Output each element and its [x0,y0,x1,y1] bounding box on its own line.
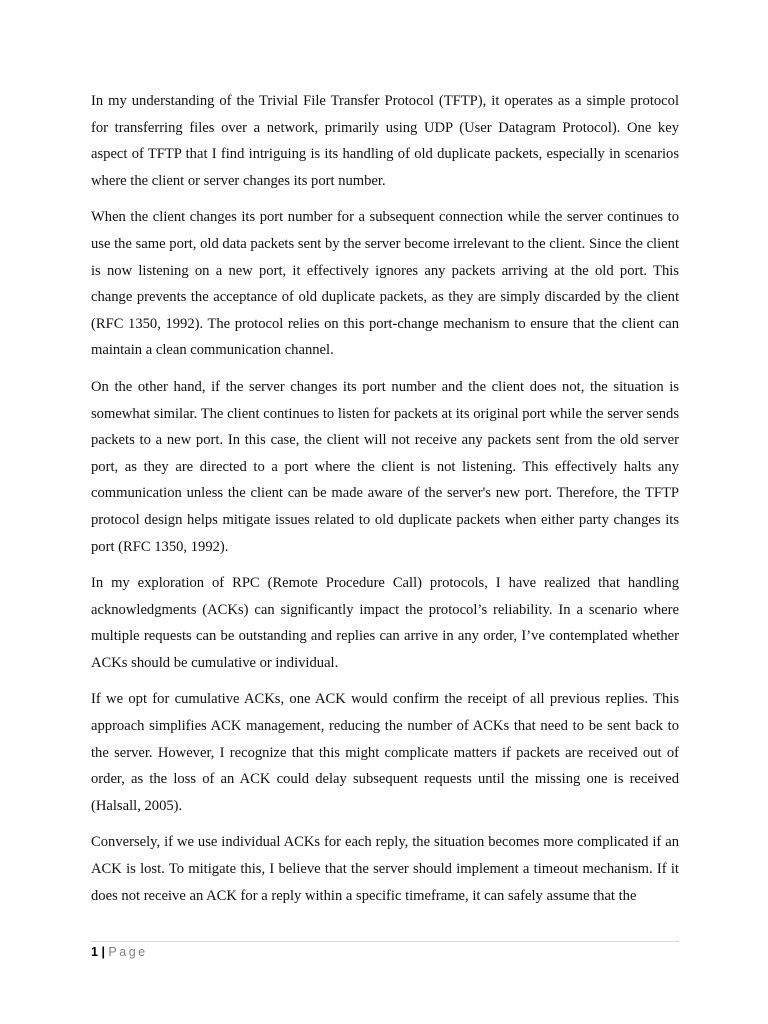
paragraph-1: In my understanding of the Trivial File Transfer Protocol (TFTP), it operates as a simple protocol for transferring files over a network, primarily using UDP (User Datagram Protocol). One key aspect of TFTP that I find intriguing is its handling of old duplicate packets, especially in scenarios where the client or server changes its port number. [91,93,679,189]
page-footer [91,944,148,960]
paragraph-5: If we opt for cumulative ACKs, one ACK would confirm the receipt of all previous replies. This approach simplifies ACK management, reducing the number of ACKs that need to be sent back to the server. However, I recognize that this might complicate matters if packets are received out of order, as the loss of an ACK could delay subsequent requests until the missing one is received (Halsall, 2005). [91,691,679,814]
paragraph-6: Conversely, if we use individual ACKs for each reply, the situation becomes more complicated if an ACK is lost. To mitigate this, I believe that the server should implement a timeout mechanism. If it does not receive an ACK for a reply within a specific timeframe, it can safely assume that the [91,834,679,904]
paragraph-2: When the client changes its port number for a subsequent connection while the server continues to use the same port, old data packets sent by the server become irrelevant to the client. Since the client is now listening on a new port, it effectively ignores any packets arriving at the old port. This change prevents the acceptance of old duplicate packets, as they are simply discarded by the client (RFC 1350, 1992). The protocol relies on this port-change mechanism to ensure that the client can maintain a clean communication channel. [91,209,679,359]
page-number: 1 [91,945,98,959]
paragraph-4: In my exploration of RPC (Remote Procedure Call) protocols, I have realized that handling acknowledgments (ACKs) can significantly impact the protocol’s reliability. In a scenario where multiple requests can be outstanding and replies can arrive in any order, I’ve contemplated whether ACKs should be cumulative or individual. [91,575,679,671]
footer-separator: | [101,945,105,959]
paragraph-3: On the other hand, if the server changes its port number and the client does not, the situation is somewhat similar. The client continues to listen for packets at its original port while the server sends packets to a new port. In this case, the client will not receive any packets sent from the old server port, as they are directed to a port where the client is not listening. This effectively halts any communication unless the client can be made aware of the server's new port. Therefore, the TFTP protocol design helps mitigate issues related to old duplicate packets when either party changes its port (RFC 1350, 1992). [91,378,679,555]
document-body [91,88,679,919]
page-label: Page [108,945,148,959]
footer-divider [91,941,679,942]
